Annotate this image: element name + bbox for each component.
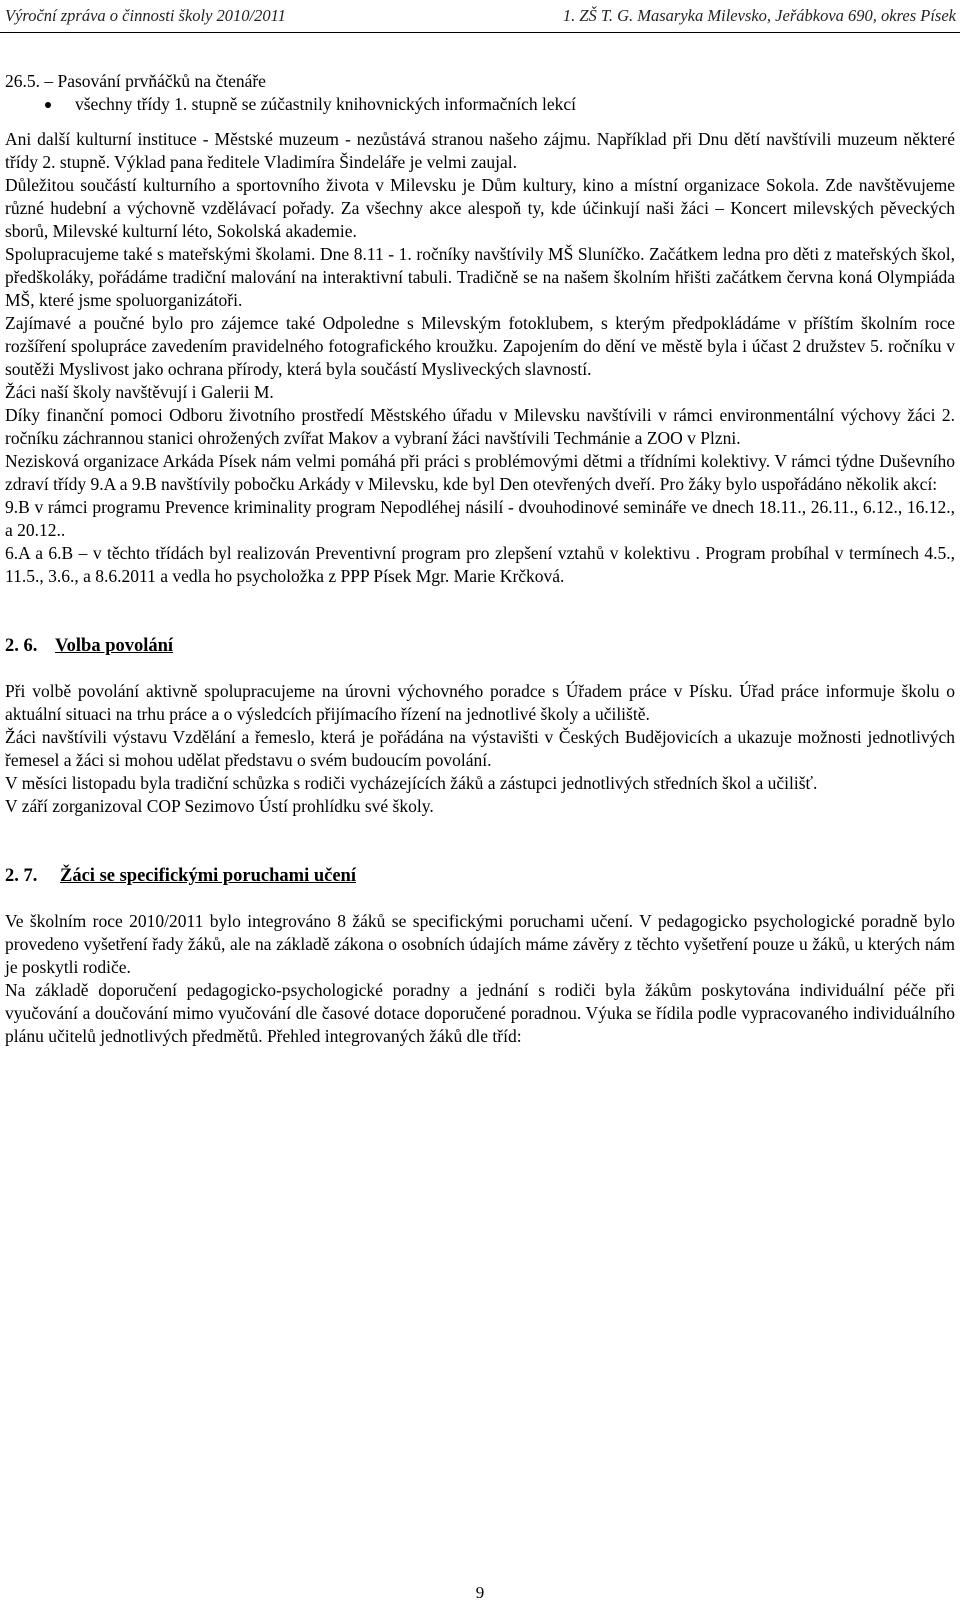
paragraph-career-exhibition: Žáci navštívili výstavu Vzdělání a řemeslo, která je pořádána na výstavišti v Českých Budějovicích a ukazuje možnosti jednotlivých řemesel a žáci si mohou udělat představu o svém budoucím povolání. <box>5 727 955 770</box>
header-report-title: Výroční zpráva o činnosti školy 2010/2011 <box>5 6 286 25</box>
section-title: Volba povolání <box>55 636 174 656</box>
bullet-icon <box>45 102 51 108</box>
paragraph-kindergartens: Spolupracujeme také s mateřskými školami. Dne 8.11 - 1. ročníky navštívily MŠ Sluníčko. Začátkem ledna pro děti z mateřských škol, předškoláky, pořádáme tradiční malování na interaktivní tabuli. Tradičně se na našem školním hřišti začátkem června koná Olympiáda MŠ, které jsme spoluorganizátoři. <box>5 244 955 310</box>
section-number: 2. 7. <box>5 866 38 886</box>
event-title: 26.5. – Pasování prvňáčků na čtenáře <box>5 71 266 91</box>
paragraph-culture-house: Důležitou součástí kulturního a sportovního života v Milevsku je Dům kultury, kino a místní organizace Sokola. Zde navštěvujeme různé hudební a výchovně vzdělávací pořady. Za všechny akce alespoň ty, kde účinkují naši žáci – Koncert milevských pěveckých sborů, Milevské kulturní léto, Sokolská akademie. <box>5 175 955 241</box>
paragraph-prevention-6ab: 6.A a 6.B – v těchto třídách byl realizován Preventivní program pro zlepšení vztahů v kolektivu . Program probíhal v termínech 4.5., 11.5., 3.6., a 8.6.2011 a vedla ho psycholožka z PPP Písek Mgr. Marie Krčková. <box>5 543 955 586</box>
paragraph-individual-care: Na základě doporučení pedagogicko-psychologické poradny a jednání s rodiči byla žákům poskytována individuální péče při vyučování a doučování mimo vyučování dle časové dotace doporučené poradnou. Výuka se řídila podle vypracovaného individuálního plánu učitelů jednotlivých předmětů. Přehled integrovaných žáků dle tříd: <box>5 980 955 1046</box>
paragraph-career-meeting: V měsíci listopadu byla tradiční schůzka s rodiči vycházejících žáků a zástupci jednotlivých středních škol a učilišť. <box>5 773 818 793</box>
page-content <box>5 70 955 1048</box>
paragraph-museum: Ani další kulturní instituce - Městské muzeum - nezůstává stranou našeho zájmu. Například při Dnu dětí navštívili muzeum některé třídy 2. stupně. Výklad pana ředitele Vladimíra Šindeláře je velmi zaujal. <box>5 129 955 172</box>
bullet-text: všechny třídy 1. stupně se zúčastnily knihovnických informačních lekcí <box>75 94 577 114</box>
paragraph-environment: Díky finanční pomoci Odboru životního prostředí Městského úřadu v Milevsku navštívili v rámci environmentální výchovy žáci 2. ročníku záchrannou stanici ohrožených zvířat Makov a vybraní žáci navštívili Techmánie a ZOO v Plzni. <box>5 405 955 448</box>
paragraph-gallery: Žáci naší školy navštěvují i Galerii M. <box>5 382 274 402</box>
section-number: 2. 6. <box>5 636 38 656</box>
bullet-item <box>5 93 955 116</box>
header-school-name: 1. ZŠ T. G. Masaryka Milevsko, Jeřábkova 690, okres Písek <box>562 6 956 25</box>
page-header <box>0 0 960 33</box>
paragraph-career-cop: V září zorganizoval COP Sezimovo Ústí prohlídku své školy. <box>5 796 434 816</box>
paragraph-integrated-pupils: Ve školním roce 2010/2011 bylo integrováno 8 žáků se specifickými poruchami učení. V pedagogicko psychologické poradně bylo provedeno vyšetření řady žáků, ale na základě zákona o osobních údajích máme závěry z těchto vyšetření pouze u žáků, u kterých nám je poskytli rodiče. <box>5 911 955 977</box>
paragraph-prevention-9b: 9.B v rámci programu Prevence kriminality program Nepodléhej násilí - dvouhodinové semináře ve dnech 18.11., 26.11., 6.12., 16.12., a 20.12.. <box>5 497 955 540</box>
section-heading-career <box>5 634 955 658</box>
paragraph-career-office: Při volbě povolání aktivně spolupracujeme na úrovni výchovného poradce s Úřadem práce v Písku. Úřad práce informuje školu o aktuální situaci na trhu práce a o výsledcích přijímacího řízení na jednotlivé školy a učiliště. <box>5 681 955 724</box>
paragraph-arkada: Nezisková organizace Arkáda Písek nám velmi pomáhá při práci s problémovými dětmi a třídními kolektivy. V rámci týdne Duševního zdraví třídy 9.A a 9.B navštívily pobočku Arkády v Milevsku, kde byl Den otevřených dveří. Pro žáky bylo uspořádáno několik akcí: <box>5 451 955 494</box>
page-number: 9 <box>475 1583 485 1602</box>
section-heading-learning-disorders <box>5 864 955 888</box>
paragraph-photo-club: Zajímavé a poučné bylo pro zájemce také Odpoledne s Milevským fotoklubem, s kterým předpokládáme v příštím školním roce rozšíření spolupráce zavedením pravidelného fotografického kroužku. Zapojením do dění ve městě byla i účast 2 družstev 5. ročníku v soutěži Myslivost jako ochrana přírody, která byla součástí Mysliveckých slavností. <box>5 313 955 379</box>
section-title: Žáci se specifickými poruchami učení <box>60 866 356 886</box>
